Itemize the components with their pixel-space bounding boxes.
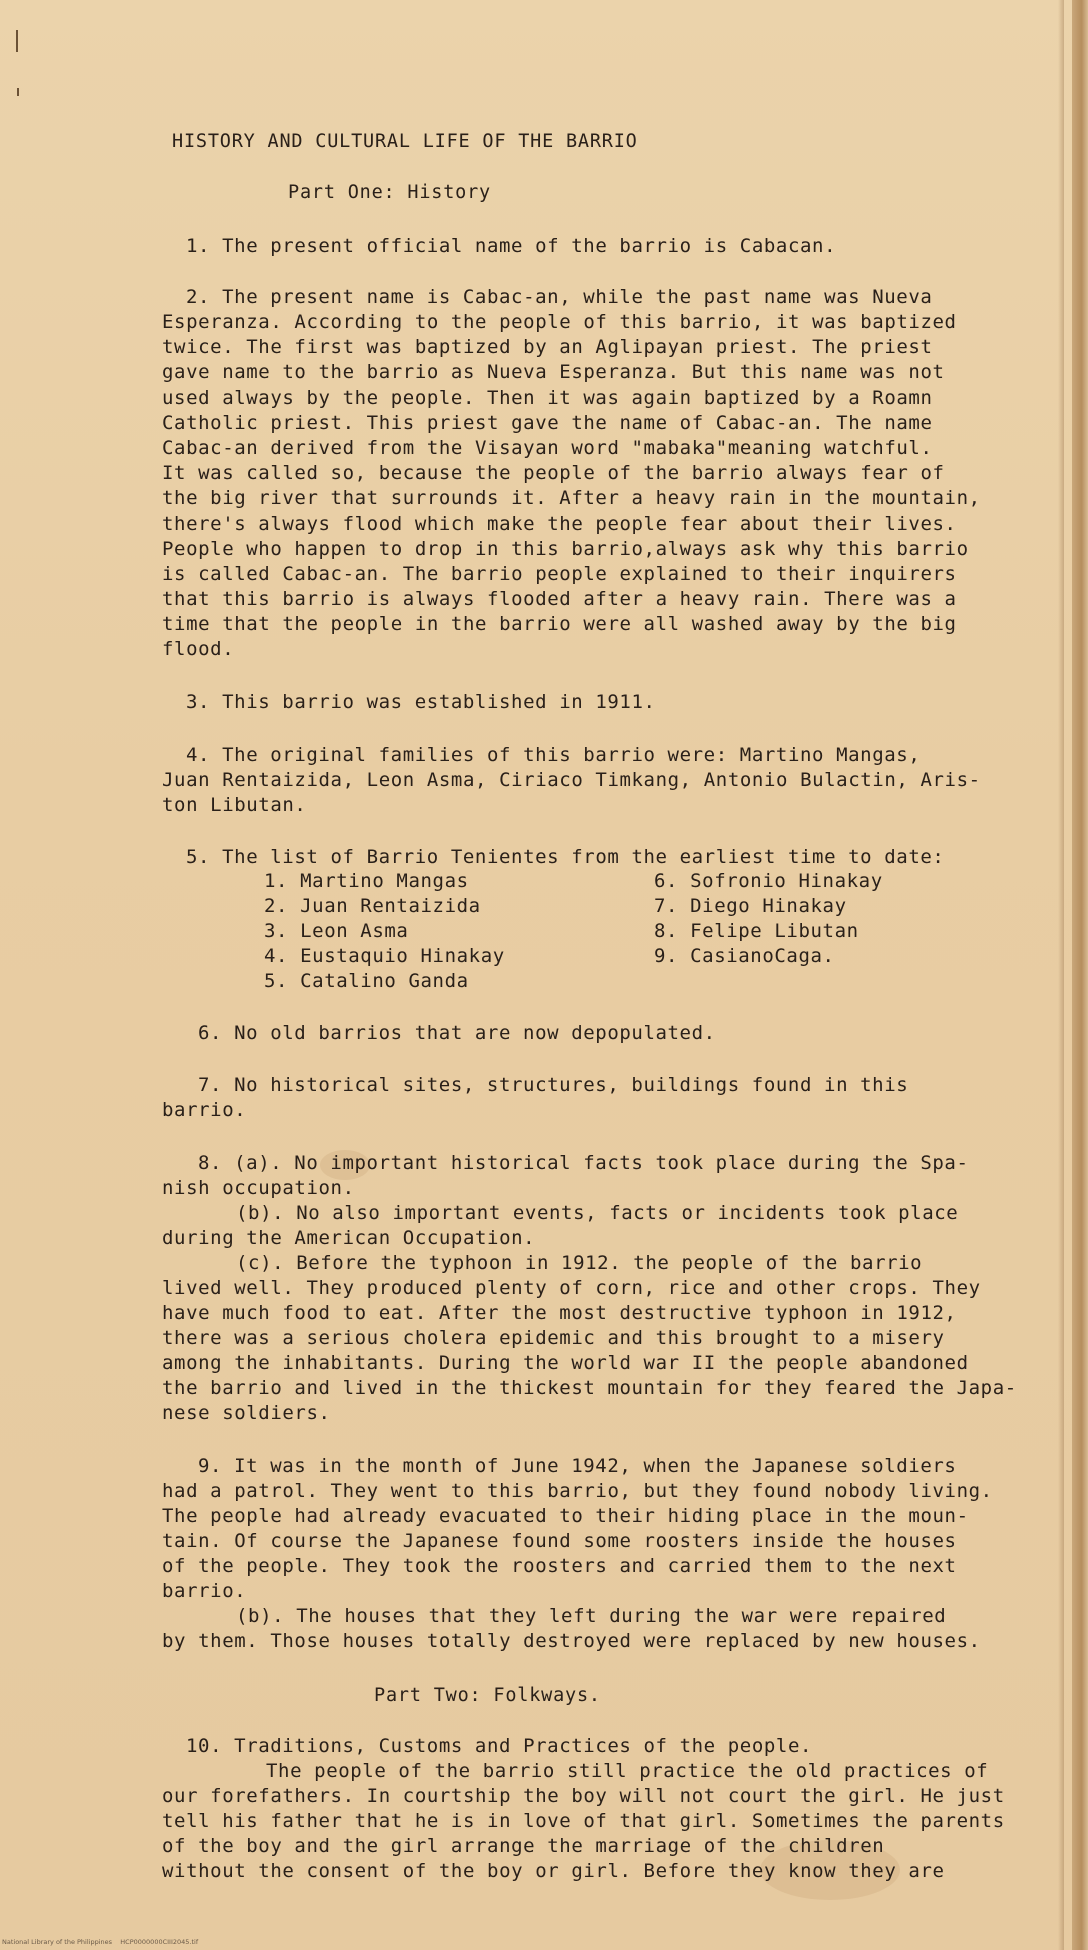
teniente-item: 4. Eustaquio Hinakay [264, 945, 505, 967]
text-line: 4. The original families of this barrio were: Martino Mangas, [186, 744, 921, 766]
text-line: used always by the people. Then it was again baptized by a Roamn [162, 387, 933, 409]
text-line: ton Libutan. [162, 794, 307, 816]
text-line: of the boy and the girl arrange the marriage of the children [162, 1835, 885, 1857]
text-line: (b). No also important events, facts or incidents took place [236, 1202, 959, 1224]
scan-footer: National Library of the Philippines HCP0000000CIII2045.tif [2, 1938, 199, 1946]
text-line: Cabac-an derived from the Visayan word "mabaka"meaning watchful. [162, 437, 933, 459]
teniente-item: 9. CasianoCaga. [654, 945, 835, 967]
teniente-item: 3. Leon Asma [264, 920, 409, 942]
text-line: People who happen to drop in this barrio,always ask why this barrio [162, 538, 969, 560]
text-line: among the inhabitants. During the world war II the people abandoned [162, 1352, 969, 1374]
text-line: of the people. They took the roosters and carried them to the next [162, 1555, 957, 1577]
text-line: the big river that surrounds it. After a heavy rain in the mountain, [162, 487, 981, 509]
text-line: is called Cabac-an. The barrio people explained to their inquirers [162, 563, 957, 585]
page-edge [1072, 0, 1088, 1950]
text-line: nese soldiers. [162, 1402, 331, 1424]
teniente-item: 2. Juan Rentaizida [264, 895, 481, 917]
text-line: during the American Occupation. [162, 1227, 536, 1249]
text-line: there's always flood which make the people fear about their lives. [162, 513, 957, 535]
teniente-item: 5. Catalino Ganda [264, 970, 469, 992]
text-line: by them. Those houses totally destroyed were replaced by new houses. [162, 1630, 981, 1652]
text-line: our forefathers. In courtship the boy will not court the girl. He just [162, 1785, 1005, 1807]
text-line: tell his father that he is in love of that girl. Sometimes the parents [162, 1810, 1005, 1832]
text-line: (c). Before the typhoon in 1912. the people of the barrio [236, 1252, 923, 1274]
teniente-item: 7. Diego Hinakay [654, 895, 847, 917]
text-line: that this barrio is always flooded after a heavy rain. There was a [162, 588, 957, 610]
text-line: 10. Traditions, Customs and Practices of the people. [186, 1735, 813, 1757]
part-one-heading: Part One: History [288, 182, 491, 203]
text-line: time that the people in the barrio were all washed away by the big [162, 613, 957, 635]
text-line: lived well. They produced plenty of corn, rice and other crops. They [162, 1277, 981, 1299]
text-line: (b). The houses that they left during the war were repaired [236, 1605, 947, 1627]
text-line: nish occupation. [162, 1177, 355, 1199]
text-line: had a patrol. They went to this barrio, but they found nobody living. [162, 1480, 993, 1502]
text-line: have much food to eat. After the most destructive typhoon in 1912, [162, 1302, 957, 1324]
text-line: 2. The present name is Cabac-an, while the past name was Nueva [186, 286, 933, 308]
text-line: Esperanza. According to the people of this barrio, it was baptized [162, 311, 957, 333]
text-line: It was called so, because the people of the barrio always fear of [162, 462, 945, 484]
text-line: Catholic priest. This priest gave the name of Cabac-an. The name [162, 412, 933, 434]
text-line: 3. This barrio was established in 1911. [186, 691, 656, 713]
text-line: tain. Of course the Japanese found some roosters inside the houses [162, 1530, 957, 1552]
text-line: gave name to the barrio as Nueva Esperanza. But this name was not [162, 361, 945, 383]
margin-mark [17, 88, 19, 96]
text-line: 8. (a). No important historical facts took place during the Spa- [198, 1152, 969, 1174]
text-line: without the consent of the boy or girl. Before they know they are [162, 1860, 945, 1882]
text-line: 9. It was in the month of June 1942, when the Japanese soldiers [198, 1455, 957, 1477]
text-line: there was a serious cholera epidemic and this brought to a misery [162, 1327, 945, 1349]
text-line: flood. [162, 638, 235, 660]
text-line: the barrio and lived in the thickest mountain for they feared the Japa- [162, 1377, 1017, 1399]
text-line: barrio. [162, 1099, 247, 1121]
text-line: twice. The first was baptized by an Aglipayan priest. The priest [162, 336, 933, 358]
teniente-item: 6. Sofronio Hinakay [654, 870, 883, 892]
teniente-item: 1. Martino Mangas [264, 870, 469, 892]
text-line: Juan Rentaizida, Leon Asma, Ciriaco Timkang, Antonio Bulactin, Aris- [162, 769, 981, 791]
text-line: The people of the barrio still practice the old practices of [266, 1760, 989, 1782]
teniente-item: 8. Felipe Libutan [654, 920, 859, 942]
text-line: 7. No historical sites, structures, buildings found in this [198, 1074, 909, 1096]
text-line: 1. The present official name of the barrio is Cabacan. [186, 235, 837, 257]
text-line: 5. The list of Barrio Tenientes from the earliest time to date: [186, 846, 945, 868]
text-line: 6. No old barrios that are now depopulated. [198, 1022, 716, 1044]
margin-mark [16, 30, 18, 52]
text-line: The people had already evacuated to their hiding place in the moun- [162, 1505, 969, 1527]
text-line: barrio. [162, 1580, 247, 1602]
page-shadow [1058, 0, 1064, 1950]
document-title: HISTORY AND CULTURAL LIFE OF THE BARRIO [172, 131, 638, 152]
part-two-heading: Part Two: Folkways. [374, 1685, 601, 1706]
